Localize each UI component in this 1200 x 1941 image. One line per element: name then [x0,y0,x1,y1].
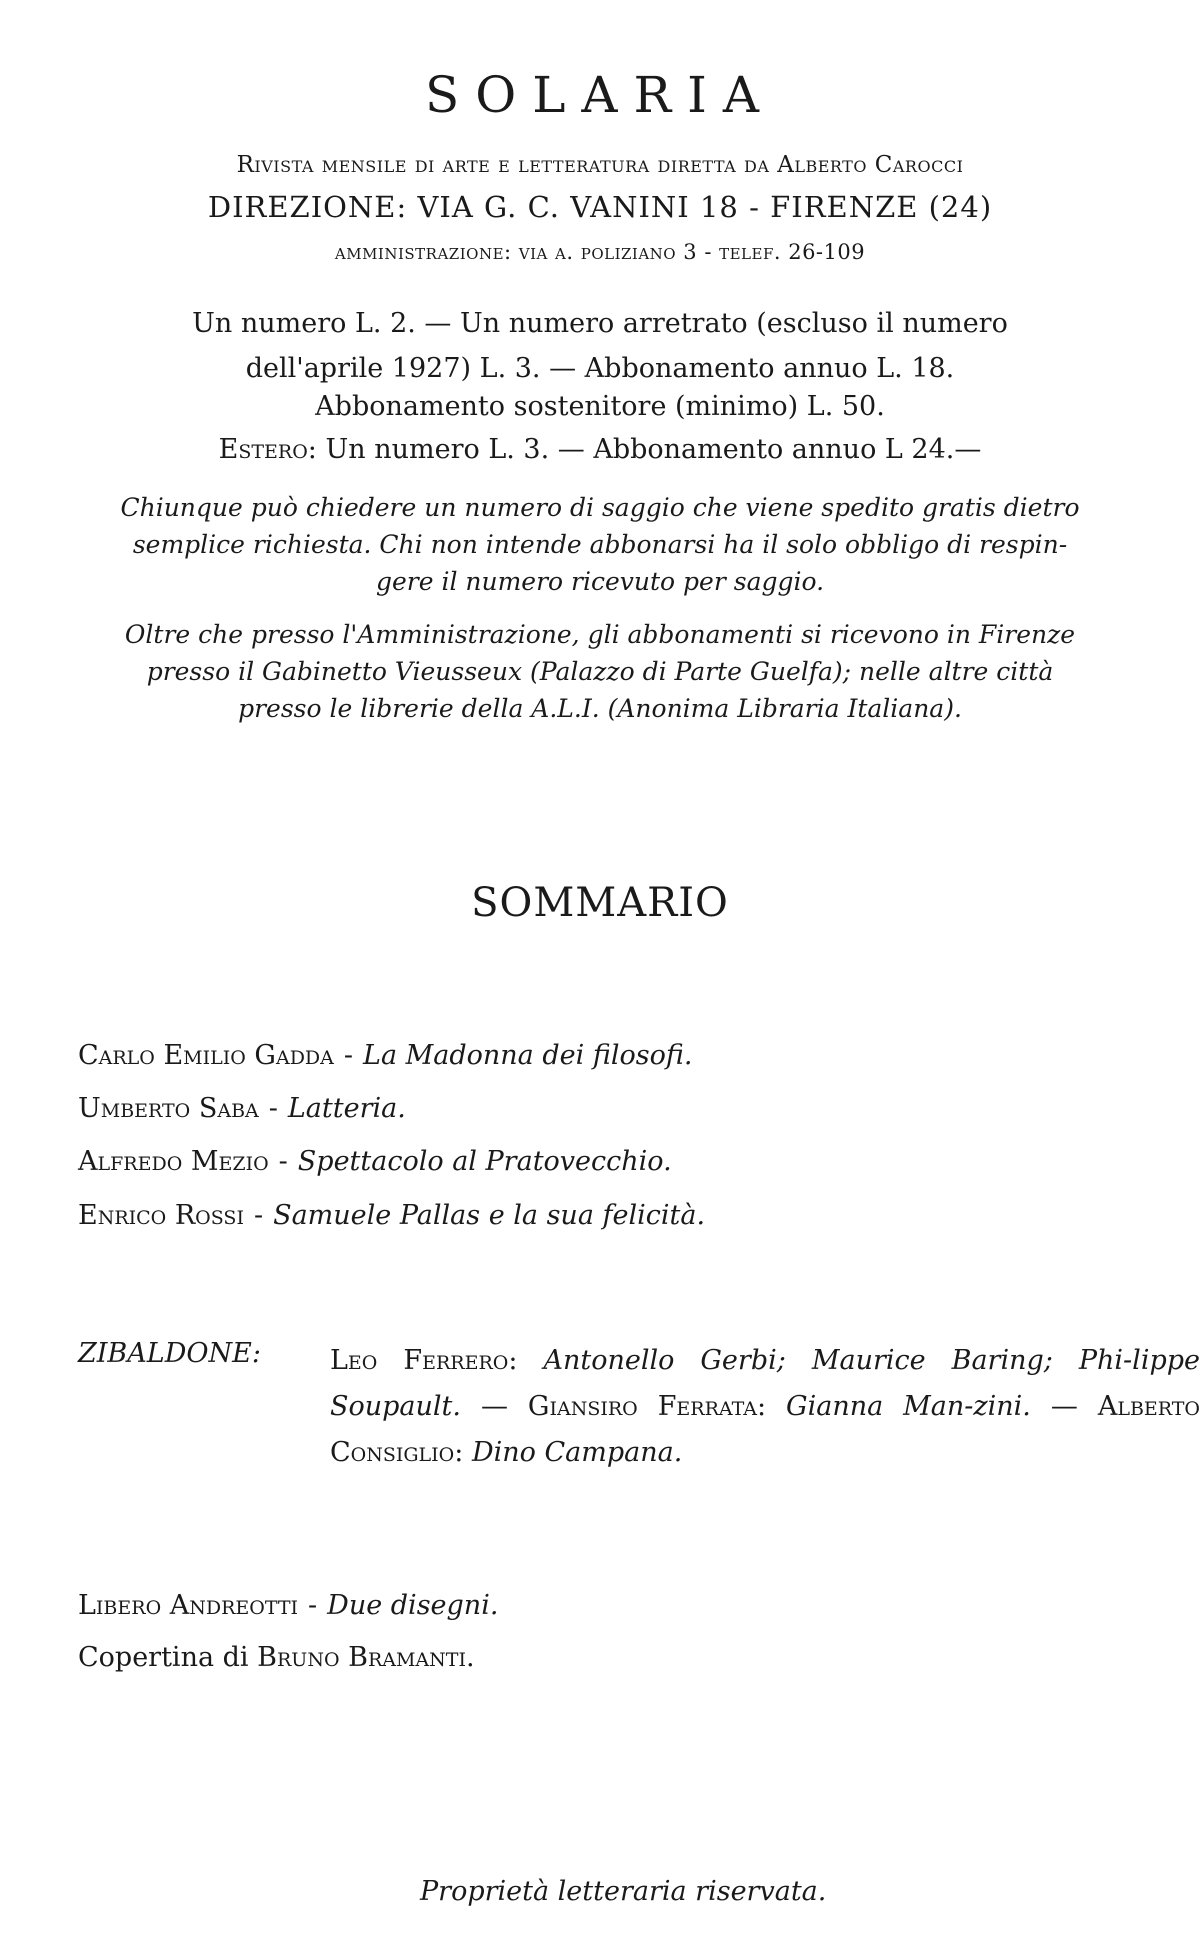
toc-work: La Madonna dei filosofi. [363,1040,693,1071]
magazine-subtitle: Rivista mensile di arte e letteratura diretta da Alberto Carocci [236,152,964,178]
abbonamenti-line-3: presso le librerie della A.L.I. (Anonima Libraria Italiana). [238,694,962,723]
toc-entry [78,1146,672,1177]
toc-entry [78,1040,692,1071]
zibaldone-dash-2: — [1050,1391,1078,1422]
toc-entry [78,1200,705,1231]
price-line-3: Abbonamento sostenitore (minimo) L. 50. [315,391,885,422]
direzione-address: DIREZIONE: VIA G. C. VANINI 18 - FIRENZE (24) [207,190,993,224]
estero-text: Un numero L. 3. — Abbonamento annuo L 24.— [325,434,982,465]
toc-work: Spettacolo al Pratovecchio. [297,1146,672,1177]
toc-work: Latteria. [287,1093,406,1124]
price-estero [0,434,1200,465]
disegni-author: Libero Andreotti [78,1590,299,1621]
price-line-2: dell'aprile 1927) L. 3. — Abbonamento annuo L. 18. [245,353,955,384]
disegni-separator: - [308,1590,318,1621]
zibaldone-dash-1: — [480,1391,508,1422]
toc-author: Alfredo Mezio [78,1146,269,1177]
copertina-author: Bruno Bramanti. [257,1642,475,1673]
toc-work: Samuele Pallas e la sua felicità. [273,1200,706,1231]
toc-separator: - [268,1093,278,1124]
zibaldone-body [330,1338,1200,1476]
toc-author: Carlo Emilio Gadda [78,1040,334,1071]
saggio-line-2: semplice richiesta. Chi non intende abbonarsi ha il solo obbligo di respin- [132,530,1068,559]
abbonamenti-line-1: Oltre che presso l'Amministrazione, gli abbonamenti si ricevono in Firenze [124,620,1076,649]
disegni-credit [78,1590,498,1621]
copertina-prefix: Copertina di [78,1642,249,1673]
toc-author: Enrico Rossi [78,1200,244,1231]
amministrazione-address: amministrazione: via a. poliziano 3 - telef. 26-109 [334,240,866,264]
toc-entry [78,1093,406,1124]
zibaldone-works-1: Antonello Gerbi; Maurice Baring; Phi-lippe Soupault. [330,1345,1200,1422]
saggio-line-3: gere il numero ricevuto per saggio. [375,567,825,596]
zibaldone-author-1: Leo Ferrero: [330,1345,518,1376]
toc-separator: - [343,1040,354,1071]
zibaldone-author-3: Alberto Consiglio: [330,1391,1200,1468]
toc-author: Umberto Saba [78,1093,259,1124]
proprieta-notice: Proprietà letteraria riservata. [420,1876,827,1907]
disegni-work: Due disegni. [327,1590,499,1621]
zibaldone-label: ZIBALDONE: [78,1338,261,1369]
toc-separator: - [278,1146,288,1177]
toc-separator: - [253,1200,264,1231]
sommario-heading: SOMMARIO [471,880,729,926]
saggio-line-1: Chiunque può chiedere un numero di saggio che viene spedito gratis dietro [120,493,1080,522]
magazine-title: SOLARIA [424,66,776,124]
zibaldone-works-3: Dino Campana. [471,1437,683,1468]
price-line-1: Un numero L. 2. — Un numero arretrato (escluso il numero [192,308,1008,339]
copertina-credit [78,1642,475,1673]
zibaldone-works-2: Gianna Man-zini. [786,1391,1031,1422]
abbonamenti-line-2: presso il Gabinetto Vieusseux (Palazzo di Parte Guelfa); nelle altre città [146,657,1054,686]
zibaldone-author-2: Giansiro Ferrata: [527,1391,767,1422]
estero-label: Estero: [218,434,317,465]
